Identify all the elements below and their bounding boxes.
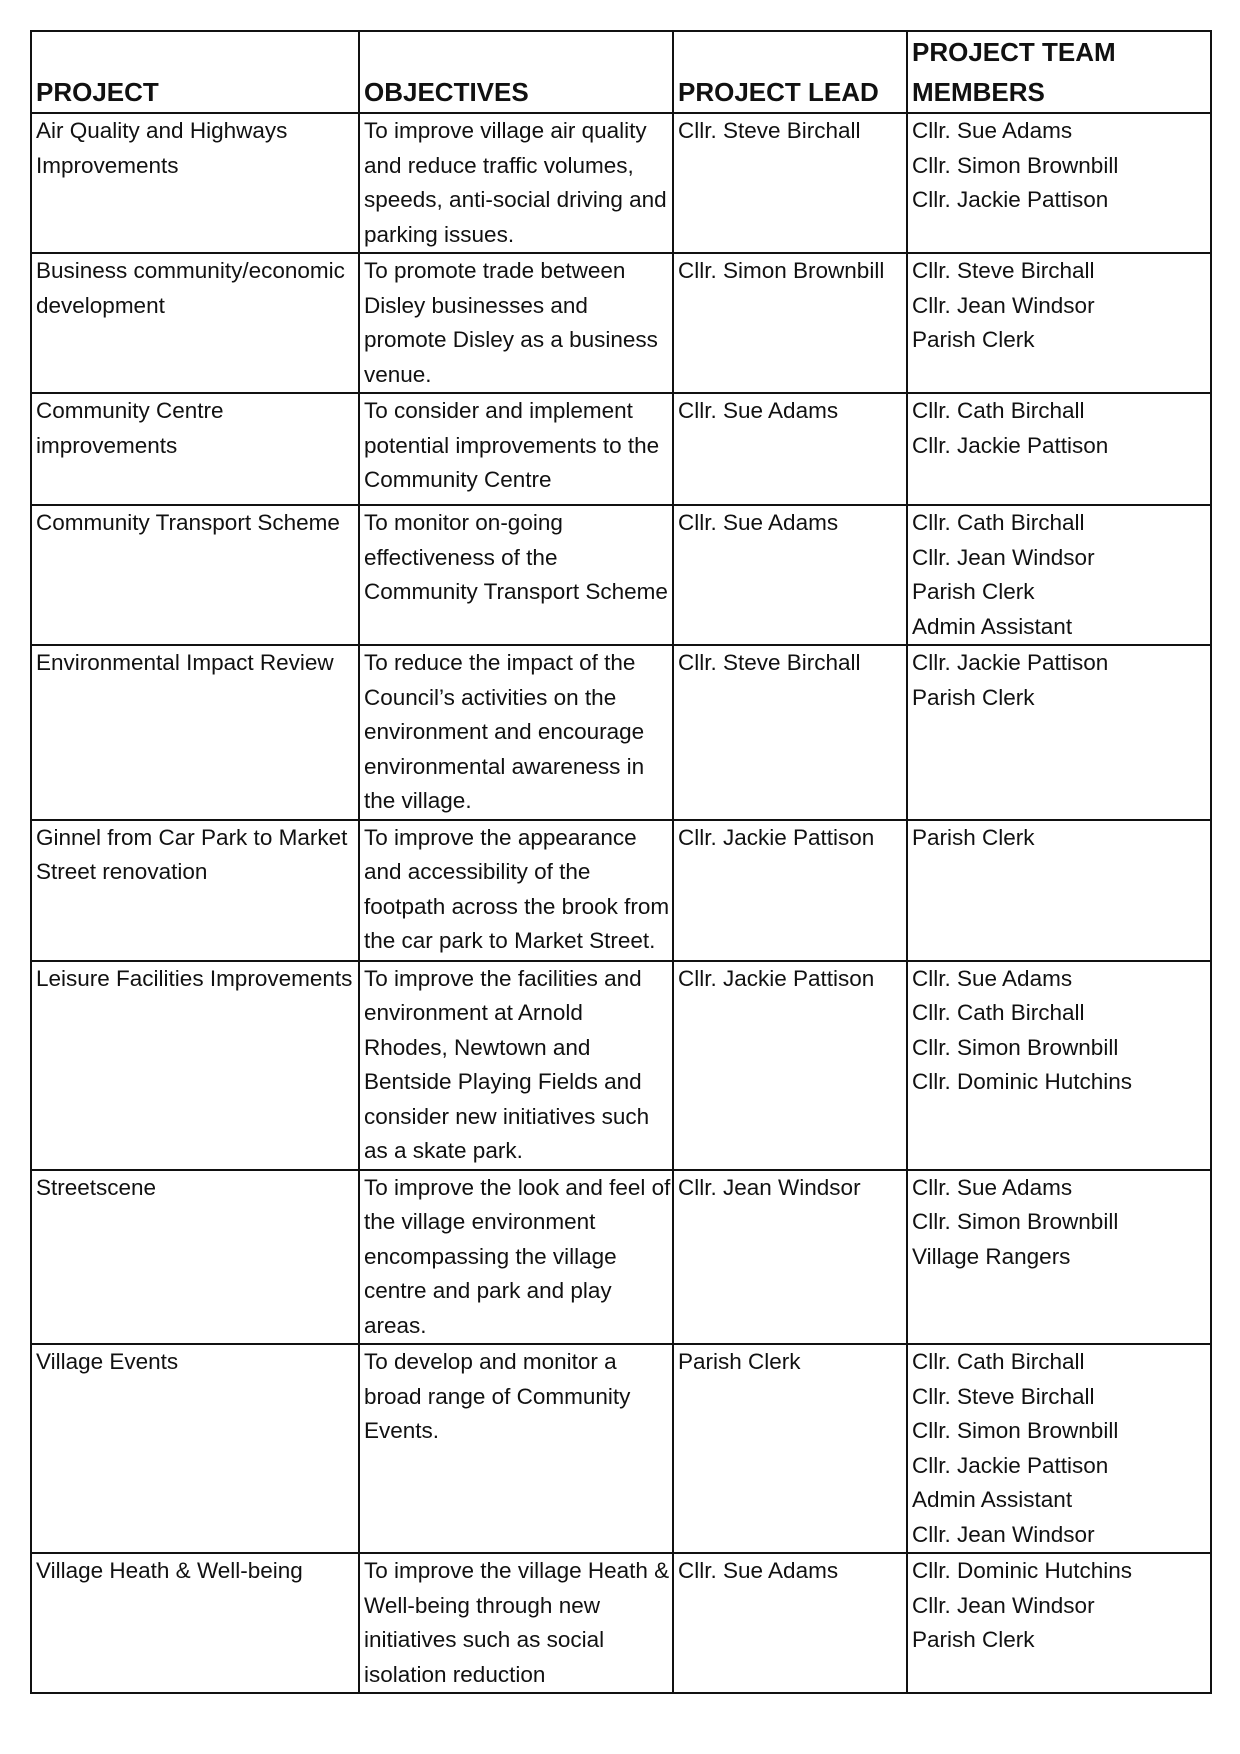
- team-member: Cllr. Jean Windsor: [912, 1521, 1095, 1547]
- projects-table: [30, 30, 1212, 1694]
- project-lead-cell: Cllr. Sue Adams: [673, 505, 907, 645]
- team-member: Cllr. Jackie Pattison: [912, 187, 1109, 212]
- team-members-cell: [907, 113, 1211, 253]
- team-members-cell: [907, 1344, 1211, 1553]
- team-member: Cllr. Jean Windsor: [912, 292, 1095, 318]
- team-member: Cllr. Steve Birchall: [912, 1383, 1095, 1409]
- header-project: PROJECT: [31, 31, 359, 113]
- header-project-lead: PROJECT LEAD: [673, 31, 907, 113]
- objectives-cell: To consider and implement potential improvements to the Community Centre: [359, 393, 673, 505]
- table-row: [31, 645, 1211, 820]
- table-row: [31, 1344, 1211, 1553]
- team-member: Parish Clerk: [912, 1627, 1035, 1652]
- team-member: Cllr. Cath Birchall: [912, 1349, 1085, 1374]
- team-member: Cllr. Cath Birchall: [912, 1000, 1085, 1025]
- team-member: Cllr. Simon Brownbill: [912, 1034, 1119, 1060]
- team-members-cell: [907, 253, 1211, 393]
- project-name-cell: Ginnel from Car Park to Market Street renovation: [31, 820, 359, 961]
- objectives-cell: To promote trade between Disley businesses and promote Disley as a business venue.: [359, 253, 673, 393]
- team-member: Cllr. Simon Brownbill: [912, 1209, 1119, 1234]
- team-member: Parish Clerk: [912, 327, 1035, 352]
- team-member: Cllr. Sue Adams: [912, 1174, 1073, 1200]
- team-member: Cllr. Jackie Pattison: [912, 432, 1109, 458]
- objectives-cell: To improve the appearance and accessibility of the footpath across the brook from the car park to Market Street.: [359, 820, 673, 961]
- project-name-cell: Air Quality and Highways Improvements: [31, 113, 359, 253]
- team-member: Parish Clerk: [912, 824, 1035, 850]
- project-lead-cell: Cllr. Sue Adams: [673, 393, 907, 505]
- team-member: Cllr. Steve Birchall: [912, 258, 1095, 283]
- team-member: Cllr. Jean Windsor: [912, 1592, 1095, 1618]
- team-members-cell: [907, 393, 1211, 505]
- team-member: Parish Clerk: [912, 579, 1035, 604]
- team-member: Cllr. Jackie Pattison: [912, 650, 1109, 675]
- team-member: Cllr. Jackie Pattison: [912, 1452, 1109, 1478]
- table-row: [31, 961, 1211, 1170]
- team-members-cell: [907, 1553, 1211, 1693]
- table-row: [31, 393, 1211, 505]
- table-row: [31, 1170, 1211, 1345]
- table-row: [31, 113, 1211, 253]
- team-member: Admin Assistant: [912, 1487, 1073, 1512]
- team-member: Parish Clerk: [912, 684, 1035, 710]
- project-name-cell: Community Transport Scheme: [31, 505, 359, 645]
- project-name-cell: Environmental Impact Review: [31, 645, 359, 820]
- team-member: Cllr. Sue Adams: [912, 965, 1073, 991]
- project-lead-cell: Cllr. Steve Birchall: [673, 645, 907, 820]
- project-name-cell: Business community/economic development: [31, 253, 359, 393]
- objectives-cell: To improve the facilities and environment at Arnold Rhodes, Newtown and Bentside Playing Fields and consider new initiatives such as a skate park.: [359, 961, 673, 1170]
- header-project-team-members: PROJECT TEAM MEMBERS: [907, 31, 1211, 113]
- project-lead-cell: Cllr. Simon Brownbill: [673, 253, 907, 393]
- team-member: Cllr. Simon Brownbill: [912, 152, 1119, 178]
- table-row: [31, 820, 1211, 961]
- project-name-cell: Streetscene: [31, 1170, 359, 1345]
- table-header-row: [31, 31, 1211, 113]
- team-members-cell: [907, 505, 1211, 645]
- header-objectives: OBJECTIVES: [359, 31, 673, 113]
- project-lead-cell: Cllr. Jackie Pattison: [673, 961, 907, 1170]
- objectives-cell: To improve the village Heath & Well-being through new initiatives such as social isolation reduction: [359, 1553, 673, 1693]
- project-table-sheet: [30, 30, 1210, 1694]
- objectives-cell: To monitor on-going effectiveness of the Community Transport Scheme: [359, 505, 673, 645]
- team-member: Admin Assistant: [912, 613, 1073, 639]
- team-members-cell: [907, 820, 1211, 961]
- team-members-cell: [907, 961, 1211, 1170]
- team-member: Cllr. Cath Birchall: [912, 510, 1085, 535]
- table-body: [31, 113, 1211, 1693]
- team-member: Cllr. Sue Adams: [912, 118, 1073, 143]
- team-member: Cllr. Dominic Hutchins: [912, 1558, 1133, 1583]
- project-name-cell: Community Centre improvements: [31, 393, 359, 505]
- project-name-cell: Village Heath & Well-being: [31, 1553, 359, 1693]
- project-lead-cell: Parish Clerk: [673, 1344, 907, 1553]
- project-name-cell: Village Events: [31, 1344, 359, 1553]
- table-row: [31, 1553, 1211, 1693]
- team-member: Cllr. Dominic Hutchins: [912, 1069, 1133, 1094]
- table-row: [31, 505, 1211, 645]
- project-lead-cell: Cllr. Sue Adams: [673, 1553, 907, 1693]
- objectives-cell: To develop and monitor a broad range of Community Events.: [359, 1344, 673, 1553]
- project-lead-cell: Cllr. Steve Birchall: [673, 113, 907, 253]
- team-member: Cllr. Cath Birchall: [912, 398, 1085, 423]
- team-member: Village Rangers: [912, 1243, 1071, 1269]
- team-member: Cllr. Jean Windsor: [912, 544, 1095, 570]
- team-members-cell: [907, 1170, 1211, 1345]
- objectives-cell: To improve the look and feel of the village environment encompassing the village centre and park and play areas.: [359, 1170, 673, 1345]
- objectives-cell: To reduce the impact of the Council’s activities on the environment and encourage environmental awareness in the village.: [359, 645, 673, 820]
- project-lead-cell: Cllr. Jean Windsor: [673, 1170, 907, 1345]
- table-row: [31, 253, 1211, 393]
- project-name-cell: Leisure Facilities Improvements: [31, 961, 359, 1170]
- team-member: Cllr. Simon Brownbill: [912, 1418, 1119, 1443]
- project-lead-cell: Cllr. Jackie Pattison: [673, 820, 907, 961]
- team-members-cell: [907, 645, 1211, 820]
- objectives-cell: To improve village air quality and reduce traffic volumes, speeds, anti-social driving and parking issues.: [359, 113, 673, 253]
